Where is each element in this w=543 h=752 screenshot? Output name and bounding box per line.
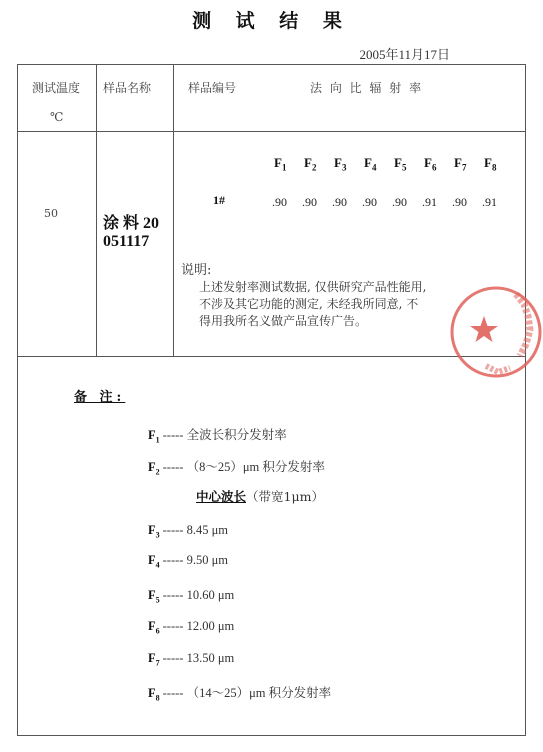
legend-item: $F_6$ ----- 12.00 μm bbox=[148, 619, 235, 636]
table-col-divider-1 bbox=[96, 65, 97, 356]
sample-id-value: 1# bbox=[213, 193, 225, 207]
legend-item: $F_5$ ----- 10.60 μm bbox=[148, 588, 235, 605]
header-emissivity: 法 向 比 辐 射 率 bbox=[310, 81, 424, 95]
band-header: $F_3$ bbox=[334, 155, 347, 173]
note-line: 不涉及其它功能的测定, 未经我所同意, 不 bbox=[199, 297, 419, 311]
emissivity-value: .91 bbox=[422, 195, 437, 209]
table-col-divider-2 bbox=[173, 65, 174, 356]
emissivity-value: .91 bbox=[482, 195, 497, 209]
legend-item: $F_8$ ----- （14～25）μm 积分发射率 bbox=[148, 686, 332, 703]
note-block bbox=[181, 263, 427, 330]
note-line: 得用我所名义做产品宣传广告。 bbox=[199, 314, 368, 328]
legend-item: $F_4$ ----- 9.50 μm bbox=[148, 553, 229, 570]
emissivity-value: .90 bbox=[302, 195, 317, 209]
star-icon bbox=[470, 316, 498, 342]
temperature-value: 50 bbox=[44, 207, 58, 220]
band-header: $F_1$ bbox=[274, 155, 287, 173]
header-sample-name: 样品名称 bbox=[103, 81, 152, 95]
center-wavelength-title bbox=[196, 487, 324, 505]
legend-item: $F_7$ ----- 13.50 μm bbox=[148, 651, 235, 668]
emissivity-value: .90 bbox=[332, 195, 347, 209]
note-line: 上述发射率测试数据, 仅供研究产品性能用, bbox=[199, 280, 427, 294]
legend-item: $F_3$ ----- 8.45 μm bbox=[148, 523, 229, 540]
remarks-label: 备 注: bbox=[74, 390, 126, 405]
document-title: 测 试 结 果 bbox=[192, 10, 351, 32]
legend-item: $F_1$ ----- 全波长积分发射率 bbox=[148, 428, 287, 445]
header-temperature-unit: ℃ bbox=[50, 110, 64, 124]
emissivity-value: .90 bbox=[392, 195, 407, 209]
table-divider-header bbox=[18, 131, 525, 132]
legend-item: $F_2$ ----- （8～25）μm 积分发射率 bbox=[148, 460, 325, 477]
band-header: $F_6$ bbox=[424, 155, 437, 173]
header-sample-id: 样品编号 bbox=[188, 81, 237, 95]
emissivity-value: .90 bbox=[452, 195, 467, 209]
band-header: $F_4$ bbox=[364, 155, 377, 173]
note-label: 说明: bbox=[181, 263, 212, 278]
band-header: $F_7$ bbox=[454, 155, 467, 173]
band-header: $F_5$ bbox=[394, 155, 407, 173]
official-seal bbox=[446, 282, 543, 382]
report-date: 2005年11月17日 bbox=[359, 47, 450, 62]
sample-name-value: 涂 料 20051117 bbox=[103, 215, 160, 250]
header-temperature: 测试温度 bbox=[32, 81, 81, 95]
band-header: $F_8$ bbox=[484, 155, 497, 173]
emissivity-value: .90 bbox=[362, 195, 377, 209]
emissivity-value: .90 bbox=[272, 195, 287, 209]
bandwidth-label: （带宽1μm） bbox=[246, 489, 324, 504]
band-header: $F_2$ bbox=[304, 155, 317, 173]
center-wavelength-label: 中心波长 bbox=[196, 489, 247, 504]
